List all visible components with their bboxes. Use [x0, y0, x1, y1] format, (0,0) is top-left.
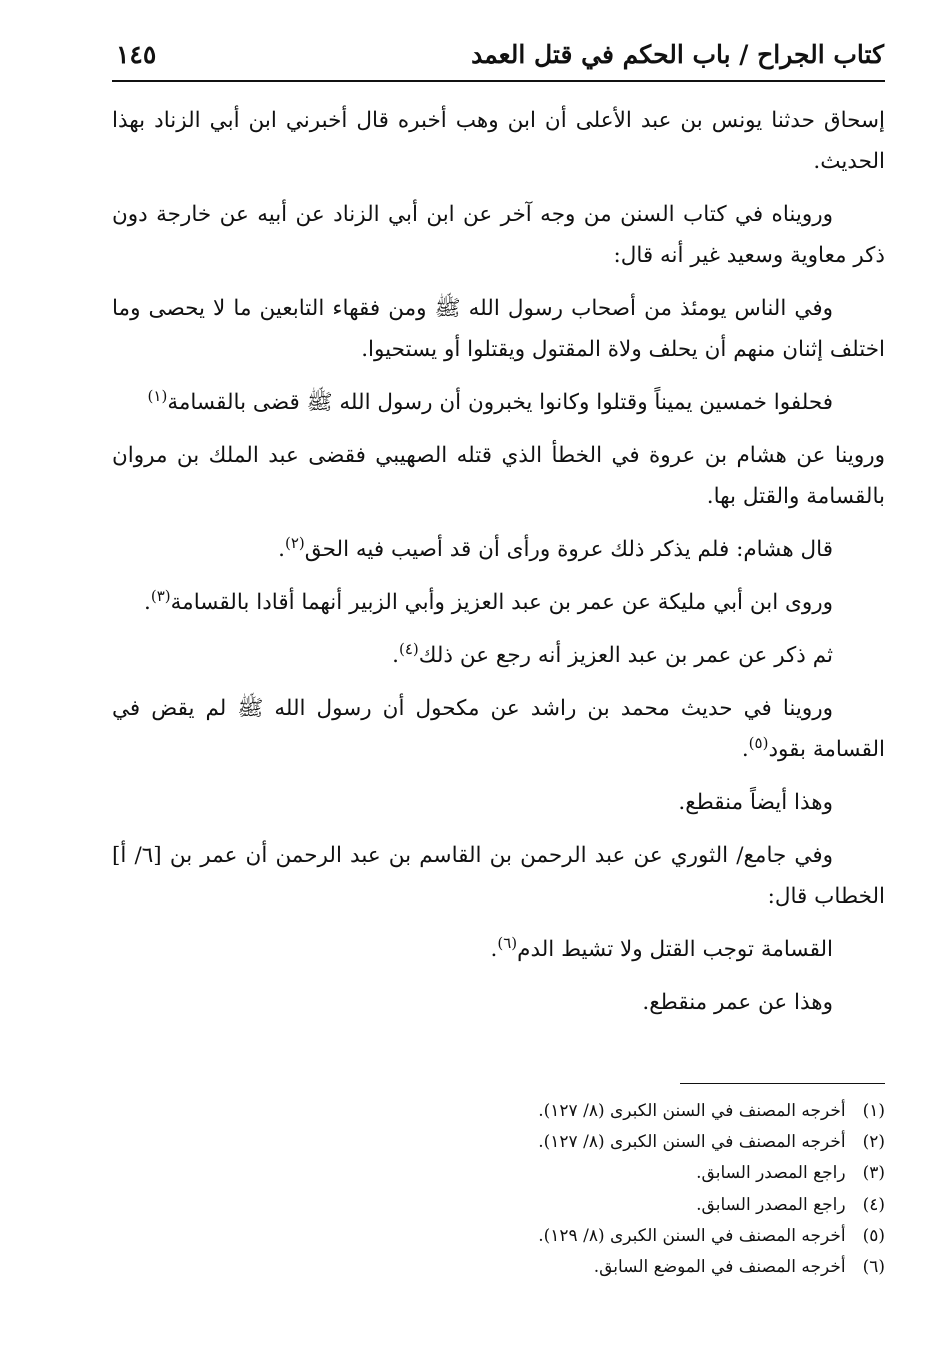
paragraph-11-text: وفي جامع/ الثوري عن عبد الرحمن بن القاسم بن عبد الرحمن أن عمر بن [169, 843, 833, 868]
manuscript-folio-ref: [٦/ أ] [112, 843, 162, 868]
footnote-number: (٥) [862, 1225, 885, 1246]
footnote-2 [300, 1127, 885, 1158]
paragraph-6-end: . [278, 537, 285, 562]
paragraph-7 [112, 582, 885, 623]
footnote-marker-2: (٢) [284, 533, 305, 552]
paragraph-12-text: القسامة توجب القتل ولا تشيط الدم [517, 937, 833, 962]
footnote-text: أخرجه المصنف في السنن الكبرى (٨/ ١٢٩). [538, 1225, 846, 1246]
footnote-marker-4: (٤) [398, 639, 419, 658]
footnote-number: (١) [862, 1101, 885, 1121]
footnote-6 [300, 1252, 885, 1283]
main-text [112, 100, 885, 1035]
paragraph-8 [112, 635, 885, 676]
paragraph-3: وفي الناس يومئذ من أصحاب رسول الله ﷺ ومن فقهاء التابعين ما لا يحصى وما اختلف إثنان منهم أن يحلف ولاة المقتول ويقتلوا أو يستحيوا. [112, 296, 885, 362]
paragraph-13: وهذا عن عمر منقطع. [642, 990, 833, 1015]
paragraph-9-end: . [741, 737, 749, 762]
header-rule [112, 80, 885, 82]
footnote-marker-1: (١) [147, 386, 168, 405]
paragraph-8-end: . [392, 643, 399, 668]
paragraph-4-text: فحلفوا خمسين يميناً وقتلوا وكانوا يخبرون أن رسول الله ﷺ قضى بالقسامة [167, 390, 833, 415]
paragraph-5: وروينا عن هشام بن عروة في الخطأ الذي قتله الصهيبي فقضى عبد الملك بن مروان بالقسامة والقتل بها. [112, 443, 885, 509]
footnotes [300, 1096, 885, 1283]
paragraph-7-end: . [144, 590, 151, 615]
footnote-text: أخرجه المصنف في السنن الكبرى (٨/ ١٢٧). [538, 1101, 846, 1121]
paragraph-1: إسحاق حدثنا يونس بن عبد الأعلى أن ابن وهب أخبره قال أخبرني ابن أبي الزناد بهذا الحديث. [112, 108, 885, 174]
footnote-3 [300, 1158, 885, 1189]
footnote-rule [680, 1083, 885, 1084]
footnote-marker-5: (٥) [748, 733, 769, 752]
footnote-number: (٦) [862, 1257, 885, 1278]
footnote-marker-3: (٣) [150, 586, 171, 605]
paragraph-8-text: ثم ذكر عن عمر بن عبد العزيز أنه رجع عن ذلك [418, 643, 833, 668]
footnote-5 [300, 1221, 885, 1252]
footnote-4 [300, 1190, 885, 1221]
paragraph-6-text: قال هشام: فلم يذكر ذلك عروة ورأى أن قد أصيب فيه الحق [304, 537, 833, 562]
paragraph-2: ورويناه في كتاب السنن من وجه آخر عن ابن أبي الزناد عن أبيه عن خارجة دون ذكر معاوية وسعيد غير أنه قال: [112, 202, 885, 268]
footnote-text: أخرجه المصنف في الموضع السابق. [593, 1257, 846, 1278]
paragraph-11-tail: الخطاب قال: [767, 884, 885, 909]
paragraph-11 [112, 835, 885, 917]
footnote-marker-6: (٦) [497, 933, 518, 952]
page-number: ١٤٥ [116, 40, 157, 69]
footnote-number: (٢) [862, 1132, 885, 1153]
paragraph-12-end: . [490, 937, 498, 962]
paragraph-4 [112, 382, 885, 423]
footnote-text: أخرجه المصنف في السنن الكبرى (٨/ ١٢٧). [538, 1132, 846, 1153]
paragraph-12 [112, 929, 885, 970]
footnote-text: راجع المصدر السابق. [696, 1194, 846, 1215]
footnote-number: (٤) [862, 1194, 885, 1215]
footnote-1 [300, 1096, 885, 1127]
paragraph-7-text: وروى ابن أبي مليكة عن عمر بن عبد العزيز وأبي الزبير أنهما أقادا بالقسامة [170, 590, 833, 615]
paragraph-9-text: وروينا في حديث محمد بن راشد عن مكحول أن رسول الله ﷺ لم يقض في القسامة بقود [112, 696, 885, 762]
paragraph-6 [112, 529, 885, 570]
running-title: كتاب الجراح / باب الحكم في قتل العمد [471, 40, 884, 69]
paragraph-10: وهذا أيضاً منقطع. [678, 790, 833, 815]
footnote-number: (٣) [862, 1163, 885, 1184]
footnote-text: راجع المصدر السابق. [696, 1163, 846, 1184]
page-header [112, 36, 884, 76]
paragraph-9 [112, 688, 885, 770]
